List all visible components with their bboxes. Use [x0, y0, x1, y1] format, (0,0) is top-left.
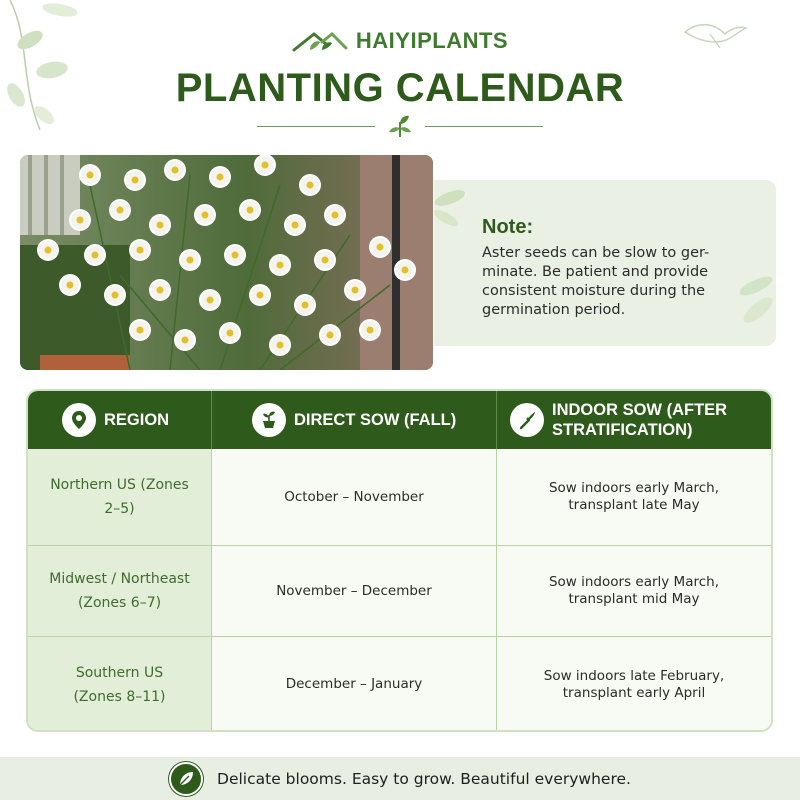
house-leaf-icon [292, 28, 348, 54]
seedling-pot-icon [252, 403, 286, 437]
column-header-indoor-sow [497, 391, 771, 449]
indoor-sow-cell: Sow indoors late February, transplant early April [497, 637, 771, 732]
column-header-region [28, 391, 212, 449]
leaf-badge-icon [169, 762, 203, 796]
note-card [434, 180, 776, 346]
column-header-label: REGION [104, 411, 170, 429]
direct-sow-cell: November – December [212, 546, 497, 636]
title-divider [0, 114, 800, 138]
note-title: Note: [482, 216, 534, 238]
table-body [28, 449, 771, 732]
sprout-icon [385, 114, 415, 138]
divider-line [425, 126, 543, 127]
indoor-sow-cell: Sow indoors early March, transplant mid May [497, 546, 771, 636]
column-header-direct-sow [212, 391, 497, 449]
brand-name: HAIYIPLANTS [355, 28, 509, 53]
footer-banner [0, 757, 800, 800]
table-header [28, 391, 771, 449]
table-row [28, 449, 771, 545]
divider-line [257, 126, 375, 127]
note-text: Aster seeds can be slow to ger-minate. Be patient and provide consistent moisture during the germination period. [482, 245, 710, 318]
direct-sow-cell: December – January [212, 637, 497, 732]
table-row [28, 545, 771, 636]
planting-calendar-table [26, 389, 773, 732]
leaf-icon [730, 272, 776, 332]
direct-sow-cell: October – November [212, 449, 497, 545]
brand-header [0, 28, 800, 54]
region-cell: Southern US (Zones 8–11) [28, 637, 212, 732]
trowel-icon [510, 403, 544, 437]
page-title: PLANTING CALENDAR [175, 66, 625, 110]
location-pin-icon [62, 403, 96, 437]
column-header-label: DIRECT SOW (FALL) [294, 411, 457, 429]
indoor-sow-cell: Sow indoors early March, transplant late May [497, 449, 771, 545]
footer-tagline: Delicate blooms. Easy to grow. Beautiful everywhere. [217, 769, 631, 788]
region-cell: Midwest / Northeast (Zones 6–7) [28, 546, 212, 636]
leaf-icon [430, 184, 470, 236]
aster-flowers-photo [20, 155, 433, 370]
column-header-label: INDOOR SOW (AFTER STRATIFICATION) [552, 401, 728, 439]
table-row [28, 636, 771, 732]
region-cell: Northern US (Zones 2–5) [28, 449, 212, 545]
